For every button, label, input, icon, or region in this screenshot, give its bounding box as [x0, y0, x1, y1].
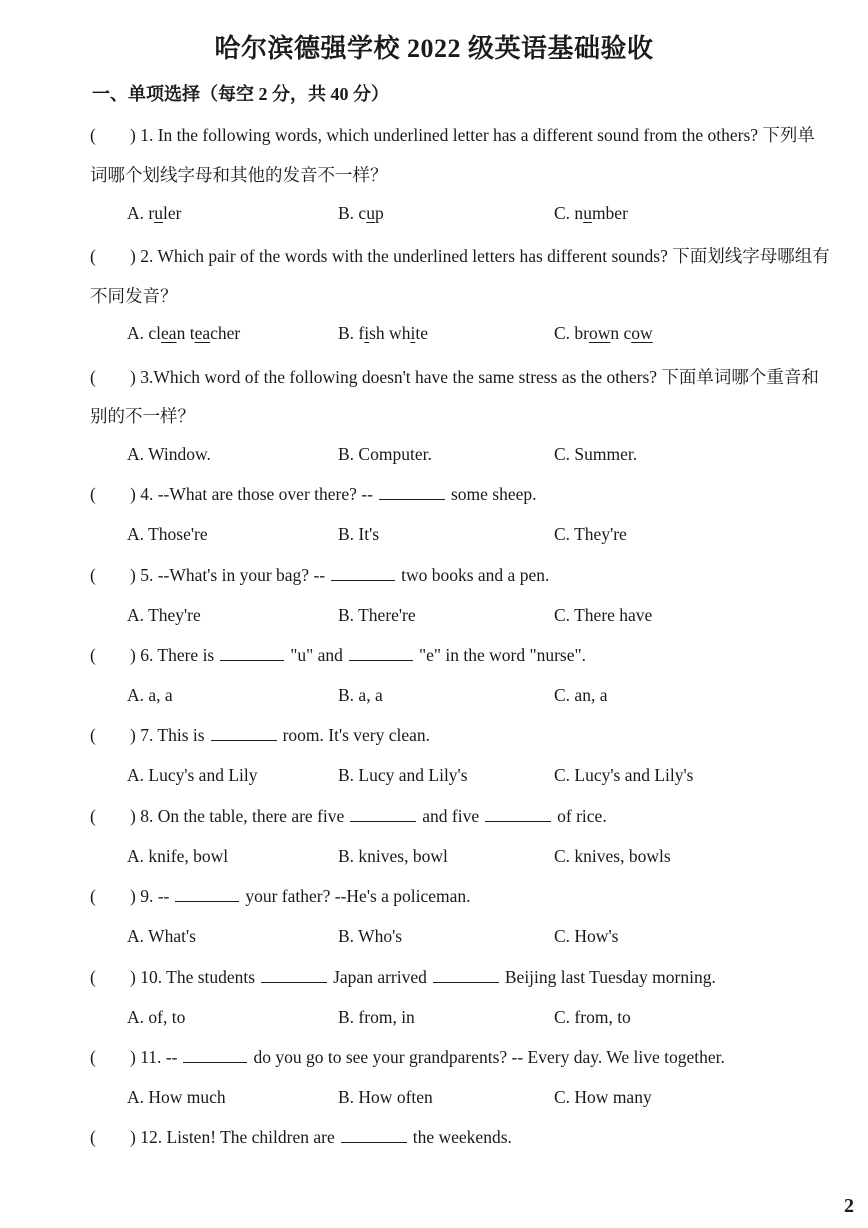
answer-blank[interactable]: [341, 1128, 407, 1143]
answer-blank[interactable]: [379, 485, 445, 500]
option-a: A. of, to: [127, 1007, 186, 1027]
question-2: ( ) 2. Which pair of the words with the underlined letters has different sounds? 下面划线字母哪组有: [90, 246, 830, 266]
question-2-continued: 不同发音？: [90, 286, 178, 306]
option-a: A. a, a: [127, 685, 173, 705]
question-4: ( ) 4. --What are those over there? -- some sheep.: [90, 484, 537, 504]
question-3-continued: 别的不一样？: [90, 406, 195, 426]
answer-blank[interactable]: [350, 807, 416, 822]
option-c: C. There have: [554, 605, 653, 625]
option-c: C. knives, bowls: [554, 846, 671, 866]
option-b: B. There're: [338, 605, 416, 625]
option-c: C. an, a: [554, 685, 608, 705]
option-b: B. It's: [338, 524, 380, 544]
option-c: C. number: [554, 203, 628, 223]
answer-blank[interactable]: [175, 887, 239, 902]
question-1-continued: 词哪个划线字母和其他的发音不一样？: [90, 165, 388, 185]
option-b: B. Who's: [338, 926, 403, 946]
question-7: ( ) 7. This is room. It's very clean.: [90, 725, 431, 745]
question-10: ( ) 10. The students Japan arrived Beijing last Tuesday morning.: [90, 967, 716, 987]
section-heading: 一、单项选择（每空 2 分，共 40 分）: [92, 84, 389, 104]
option-a: A. knife, bowl: [127, 846, 229, 866]
answer-blank[interactable]: [183, 1048, 247, 1063]
question-11: ( ) 11. -- do you go to see your grandparents? -- Every day. We live together.: [90, 1047, 725, 1067]
option-b: B. Computer.: [338, 444, 432, 464]
option-c: C. Lucy's and Lily's: [554, 765, 694, 785]
question-8: ( ) 8. On the table, there are five and five of rice.: [90, 806, 607, 826]
option-a: A. Lucy's and Lily: [127, 765, 258, 785]
option-a: A. Those're: [127, 524, 208, 544]
question-9: ( ) 9. -- your father? --He's a policeman.: [90, 886, 471, 906]
option-c: C. brown cow: [554, 323, 653, 343]
page-title: 哈尔滨德强学校 2022 级英语基础验收: [214, 34, 654, 63]
answer-blank[interactable]: [331, 566, 395, 581]
answer-blank[interactable]: [349, 646, 413, 661]
option-a: A. How much: [127, 1087, 226, 1107]
question-12: ( ) 12. Listen! The children are the weekends.: [90, 1127, 512, 1147]
option-a: A. What's: [127, 926, 196, 946]
answer-blank[interactable]: [433, 968, 499, 983]
question-1: ( ) 1. In the following words, which underlined letter has a different sound from the others? 下列单: [90, 125, 815, 145]
answer-blank[interactable]: [211, 726, 277, 741]
option-a: A. They're: [127, 605, 201, 625]
option-c: C. They're: [554, 524, 627, 544]
option-c: C. from, to: [554, 1007, 631, 1027]
question-6: ( ) 6. There is "u" and "e" in the word "nurse".: [90, 645, 587, 665]
option-a: A. Window.: [127, 444, 211, 464]
option-b: B. Lucy and Lily's: [338, 765, 468, 785]
answer-blank[interactable]: [220, 646, 284, 661]
option-b: B. from, in: [338, 1007, 415, 1027]
question-3: ( ) 3.Which word of the following doesn't have the same stress as the others? 下面单词哪个重音和: [90, 367, 819, 387]
answer-blank[interactable]: [261, 968, 327, 983]
option-b: B. How often: [338, 1087, 433, 1107]
page-number: 2: [844, 1195, 854, 1217]
option-a: A. ruler: [127, 203, 182, 223]
option-b: B. a, a: [338, 685, 383, 705]
option-b: B. knives, bowl: [338, 846, 448, 866]
question-5: ( ) 5. --What's in your bag? -- two books and a pen.: [90, 565, 550, 585]
answer-blank[interactable]: [485, 807, 551, 822]
option-c: C. How's: [554, 926, 619, 946]
option-b: B. fish white: [338, 323, 428, 343]
option-c: C. Summer.: [554, 444, 638, 464]
option-c: C. How many: [554, 1087, 652, 1107]
option-a: A. clean teacher: [127, 323, 241, 343]
option-b: B. cup: [338, 203, 384, 223]
